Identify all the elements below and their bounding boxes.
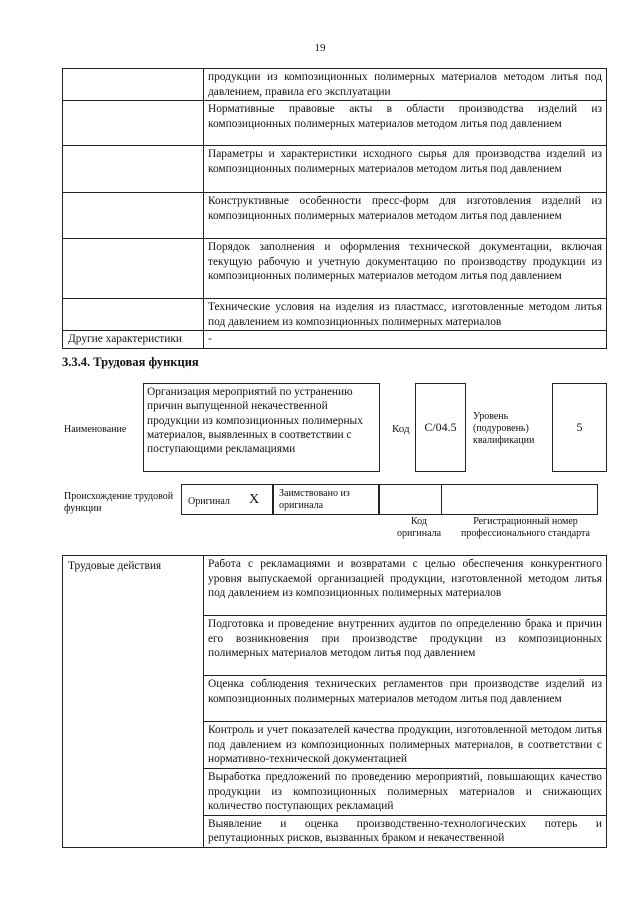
table-row	[63, 146, 607, 193]
action-item: Контроль и учет показателей качества продукции, изготовленной методом литья под давлением из композиционных полимерных материалов, в соответствии с нормативно-технической документацией	[204, 722, 607, 769]
row-label	[63, 239, 204, 299]
origin-label: Происхождение трудовой функции	[64, 491, 174, 514]
table-row	[63, 299, 607, 331]
actions-table	[62, 555, 607, 848]
table-row	[63, 331, 607, 349]
row-text: -	[204, 331, 607, 349]
code-box: C/04.5	[415, 383, 466, 472]
action-item: Выявление и оценка производственно-технологических потерь и репутационных рисков, вызванных браком и некачественной	[204, 815, 607, 847]
table-row	[63, 193, 607, 239]
row-label	[63, 146, 204, 193]
registration-number-box	[441, 484, 598, 515]
level-box: 5	[552, 383, 607, 472]
table-row	[63, 556, 607, 616]
original-label: Оригинал	[188, 496, 230, 507]
original-code-box	[379, 484, 441, 515]
level-label: Уровень (подуровень) квалификации	[473, 411, 535, 446]
row-text: Нормативные правовые акты в области производства изделий из композиционных полимерных материалов методом литья под давлением	[204, 101, 607, 146]
function-name-box: Организация мероприятий по устранению причин выпущенной некачественной продукции из композиционных полимерных материалов, выявленных в соответствии с поступающими рекламациями	[143, 383, 380, 472]
table-row	[63, 101, 607, 146]
section-title: 3.3.4. Трудовая функция	[62, 355, 199, 369]
action-item: Работа с рекламациями и возвратами с целью обеспечения конкурентного уровня выпускаемой организацией продукции, изготовленной методом литья под давлением из композиционных полимерных материалов	[204, 556, 607, 616]
original-mark: X	[249, 492, 260, 507]
row-label	[63, 299, 204, 331]
row-label	[63, 101, 204, 146]
row-text: Параметры и характеристики исходного сырья для производства изделий из композиционных полимерных материалов методом литья под давлением	[204, 146, 607, 193]
action-item: Выработка предложений по проведению мероприятий, повышающих качество продукции из композиционных полимерных материалов и снижающих количество поступающих рекламаций	[204, 769, 607, 816]
page-number: 19	[314, 42, 326, 54]
row-label	[63, 69, 204, 101]
name-label: Наименование	[64, 424, 127, 435]
code-label: Код	[392, 423, 410, 435]
row-text: Технические условия на изделия из пластмасс, изготовленные методом литья под давлением из композиционных полимерных материалов	[204, 299, 607, 331]
row-text: Порядок заполнения и оформления технической документации, включая текущую рабочую и учетную документацию по производству продукции из композиционных полимерных материалов методом литья под давлением	[204, 239, 607, 299]
row-text: продукции из композиционных полимерных материалов методом литья под давлением, правила его эксплуатации	[204, 69, 607, 101]
actions-label: Трудовые действия	[63, 556, 204, 848]
row-label	[63, 193, 204, 239]
borrowed-box	[273, 484, 379, 515]
row-label: Другие характеристики	[63, 331, 204, 349]
table-row	[63, 239, 607, 299]
action-item: Подготовка и проведение внутренних аудитов по определению брака и причин его возникновения при производстве продукции из композиционных полимерных материалов методом литья под давлением	[204, 616, 607, 676]
reg-number-label: Регистрационный номер профессионального стандарта	[461, 516, 590, 539]
code-original-label: Код оригинала	[396, 516, 442, 539]
borrowed-label: Заимствовано из оригинала	[279, 488, 350, 511]
knowledge-table	[62, 68, 607, 349]
row-text: Конструктивные особенности пресс-форм для изготовления изделий из композиционных полимерных материалов методом литья под давлением	[204, 193, 607, 239]
original-box	[181, 484, 273, 515]
table-row	[63, 69, 607, 101]
action-item: Оценка соблюдения технических регламентов при производстве изделий из композиционных полимерных материалов методом литья под давлением	[204, 676, 607, 722]
